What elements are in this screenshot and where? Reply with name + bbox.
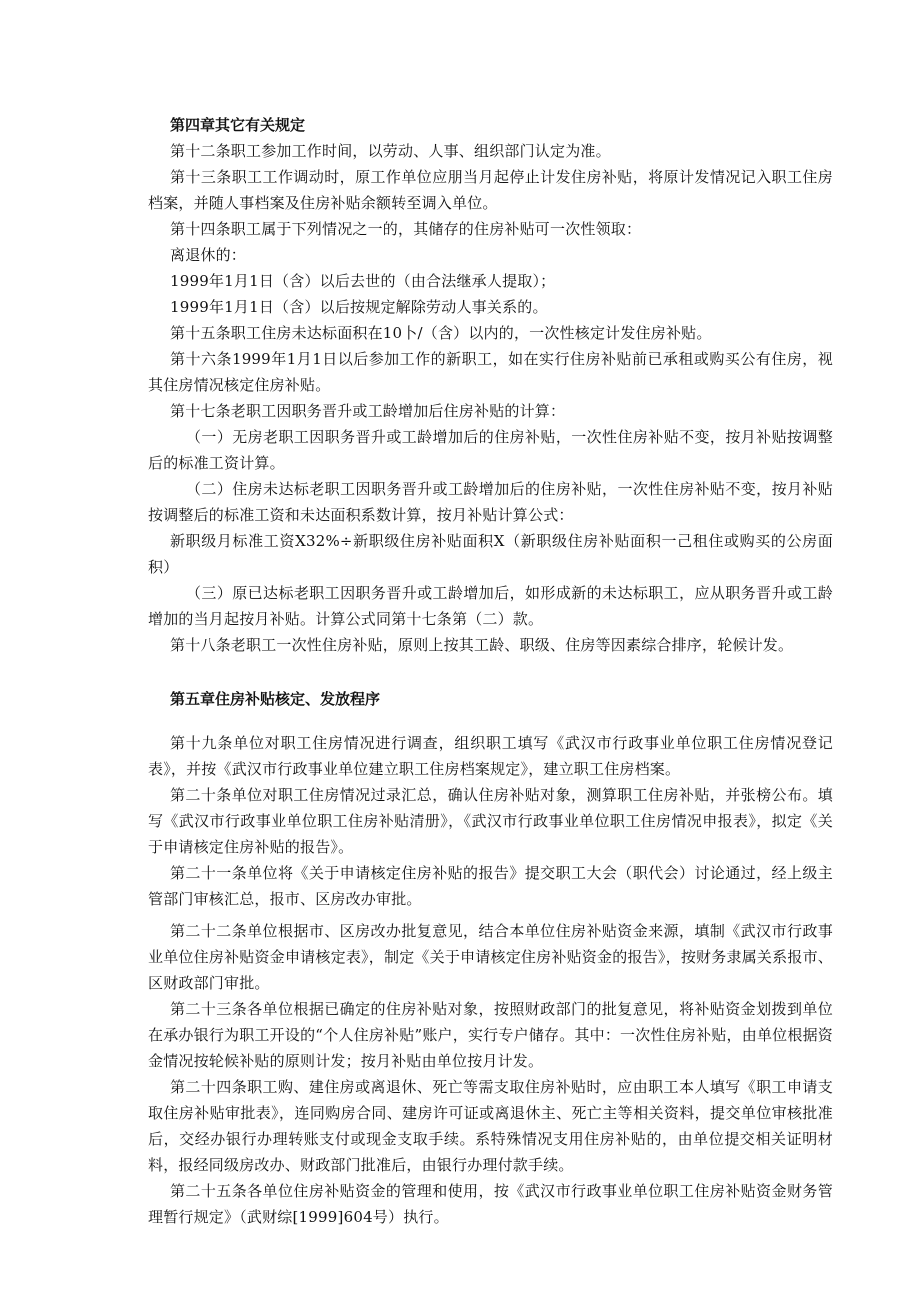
article-13: 第十三条职工工作调动时，原工作单位应朋当月起停止计发住房补贴，将原计发情况记入职工住房档案，并随人事档案及住房补贴余额转至调入单位。 <box>148 168 833 212</box>
article-14-item-retire: 离退休的： <box>170 246 247 264</box>
article-20: 第二十条单位对职工住房情况过录汇总，确认住房补贴对象，测算职工住房补贴，并张榜公布。填写《武汉市行政事业单位职工住房补贴清册》，《武汉市行政事业单位职工住房情况申报表》，拟定《关于申请核定住房补贴的报告》。 <box>148 786 833 856</box>
article-22: 第二十二条单位根据市、区房改办批复意见，结合本单位住房补贴资金来源，填制《武汉市行政事业单位住房补贴资金申请核定表》，制定《关于申请核定住房补贴资金的报告》，按财务隶属关系报市、区财政部门审批。 <box>148 922 833 992</box>
article-17-clause-3: （三）原已达标老职工因职务晋升或工龄增加后，如形成新的未达标职工，应从职务晋升或工龄增加的当月起按月补贴。计算公式同第十七条第（二）款。 <box>148 584 833 628</box>
article-16: 第十六条1999年1月1日以后参加工作的新职工，如在实行住房补贴前已承租或购买公有住房，视其住房情况核定住房补贴。 <box>148 350 833 394</box>
article-14: 第十四条职工属于下列情况之一的，其储存的住房补贴可一次性领取： <box>170 220 642 238</box>
article-19: 第十九条单位对职工住房情况进行调查，组织职工填写《武汉市行政事业单位职工住房情况登记表》，并按《武汉市行政事业单位建立职工住房档案规定》，建立职工住房档案。 <box>148 734 833 778</box>
article-17: 第十七条老职工因职务晋升或工龄增加后住房补贴的计算： <box>170 402 566 420</box>
article-17-formula: 新职级月标准工资X32%÷新职级住房补贴面积X（新职级住房补贴面积一己租住或购买的公房面积） <box>148 532 833 576</box>
article-23: 第二十三条各单位根据已确定的住房补贴对象，按照财政部门的批复意见，将补贴资金划拨到单位在承办银行为职工开设的“个人住房补贴”账户，实行专户储存。其中：一次性住房补贴，由单位根据资金情况按轮候补贴的原则计发；按月补贴由单位按月计发。 <box>148 1000 833 1070</box>
chapter-5-title: 第五章住房补贴核定、发放程序 <box>170 690 381 708</box>
article-14-item-terminated: 1999年1月1日（含）以后按规定解除劳动人事关系的。 <box>170 298 548 316</box>
article-21: 第二十一条单位将《关于申请核定住房补贴的报告》提交职工大会（职代会）讨论通过，经上级主管部门审核汇总，报市、区房改办审批。 <box>148 864 833 908</box>
article-14-item-deceased: 1999年1月1日（含）以后去世的（由合法继承人提取）； <box>170 272 556 290</box>
article-17-clause-2: （二）住房未达标老职工因职务晋升或工龄增加后的住房补贴，一次性住房补贴不变，按月补贴按调整后的标准工资和未达面积系数计算，按月补贴计算公式： <box>148 480 833 524</box>
article-15: 第十五条职工住房未达标面积在10卜/（含）以内的，一次性核定计发住房补贴。 <box>170 324 712 342</box>
chapter-4-title: 第四章其它有关规定 <box>170 116 306 134</box>
article-24: 第二十四条职工购、建住房或离退休、死亡等需支取住房补贴时，应由职工本人填写《职工申请支取住房补贴审批表》，连同购房合同、建房许可证或离退休主、死亡主等相关资料，提交单位审核批准后，交经办银行办理转账支付或现金支取手续。系特殊情况支用住房补贴的，由单位提交相关证明材料，报经同级房改办、财政部门批准后，由银行办理付款手续。 <box>148 1078 833 1174</box>
document-body <box>148 112 833 1230</box>
article-25: 第二十五条各单位住房补贴资金的管理和使用，按《武汉市行政事业单位职工住房补贴资金财务管理暂行规定》（武财综[1999]604号）执行。 <box>148 1182 833 1226</box>
article-18: 第十八条老职工一次性住房补贴，原则上按其工龄、职级、住房等因素综合排序，轮候计发。 <box>170 636 794 654</box>
article-12: 第十二条职工参加工作时间，以劳动、人事、组织部门认定为准。 <box>170 142 611 160</box>
article-17-clause-1: （一）无房老职工因职务晋升或工龄增加后的住房补贴，一次性住房补贴不变，按月补贴按调整后的标准工资计算。 <box>148 428 833 472</box>
